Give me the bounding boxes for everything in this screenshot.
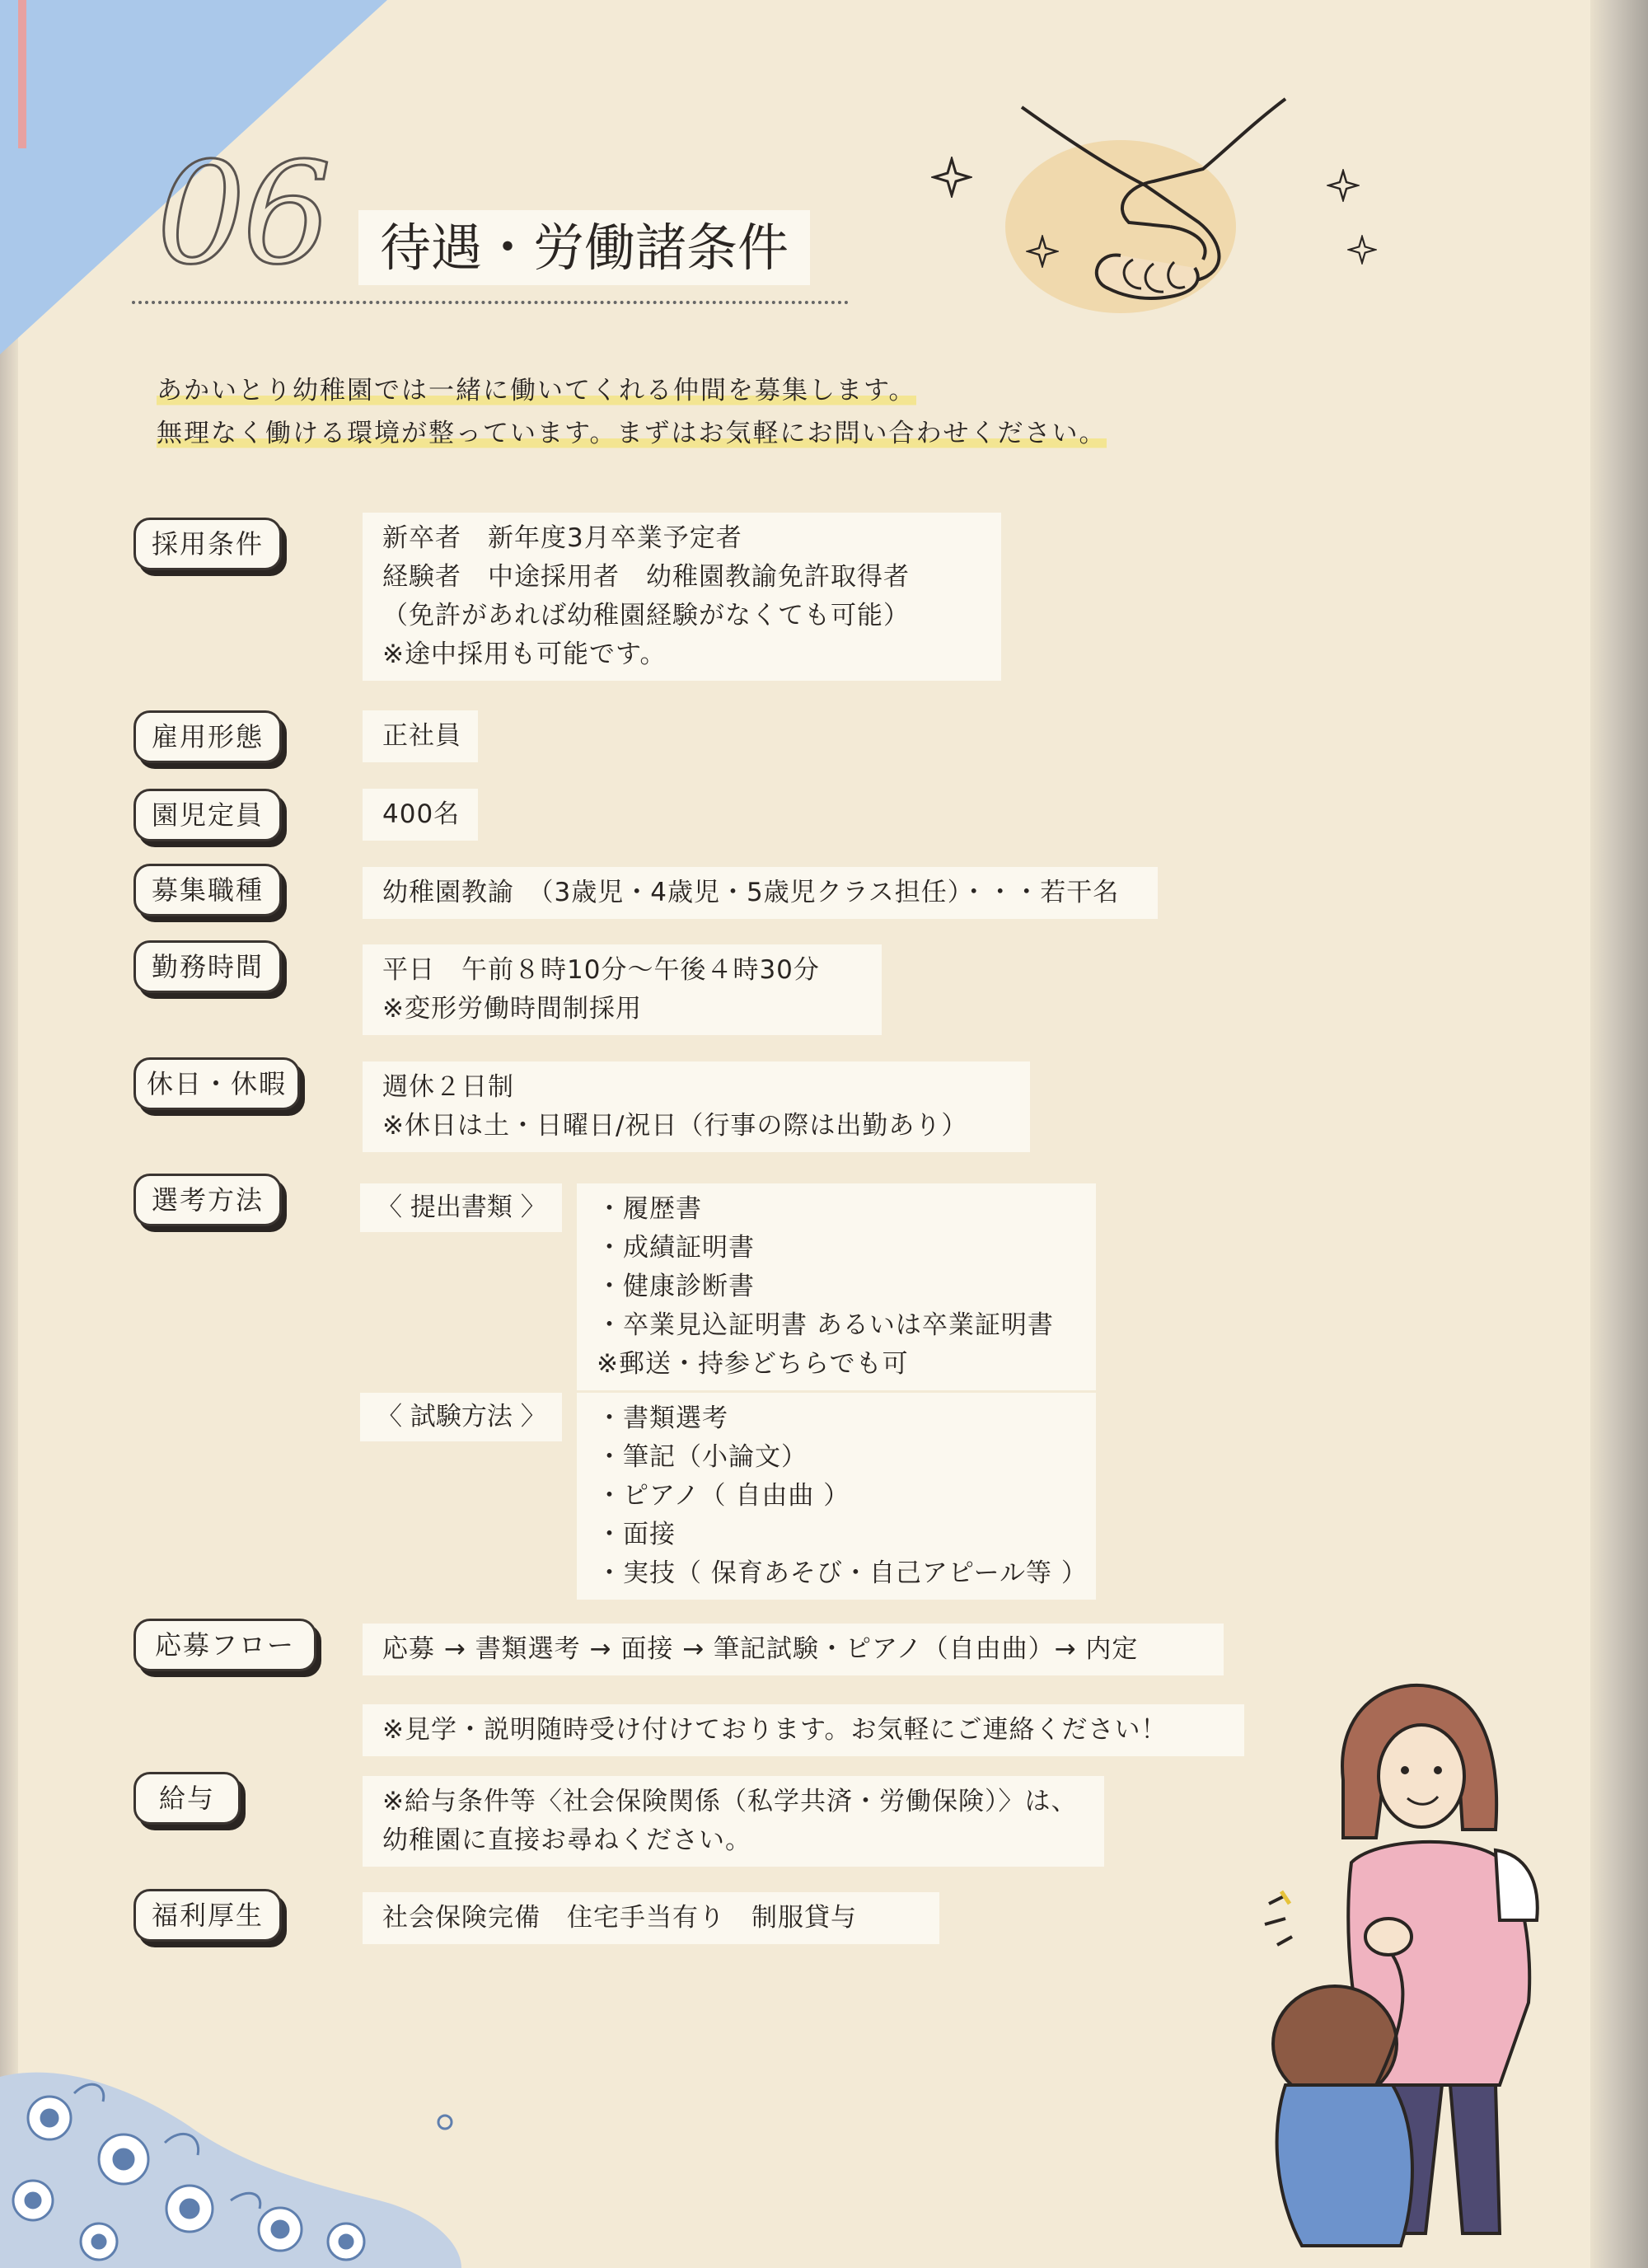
sparkle-icon (1026, 235, 1059, 268)
content-line: ※変形労働時間制採用 (382, 994, 642, 1024)
section-number: 06 (157, 133, 329, 296)
label-kyujitsu-kyuka: 休日・休暇 (133, 1057, 300, 1110)
fukuri-kosei-content (363, 1892, 939, 1944)
label-kyuyo: 給与 (133, 1772, 241, 1825)
content-line: （免許があれば幼稚園経験がなくても可能） (382, 601, 910, 630)
label-koyo-keitai: 雇用形態 (133, 710, 282, 763)
exam-list (577, 1393, 1096, 1600)
label-fukuri-kosei: 福利厚生 (133, 1889, 282, 1942)
list-item: ・健康診断書 (597, 1272, 755, 1301)
label-boshu-shokushu: 募集職種 (133, 864, 282, 916)
saiyo-joken-content (363, 513, 1001, 681)
intro-text (157, 369, 1107, 455)
content-line: 週休２日制 (382, 1072, 514, 1102)
content-line: 社会保険完備 住宅手当有り 制服貸与 (382, 1903, 857, 1933)
enji-teiin-content (363, 789, 478, 841)
content-line: 幼稚園教諭 （3歳児・4歳児・5歳児クラス担任）・・・若干名 (382, 878, 1120, 907)
label-senko-hoho: 選考方法 (133, 1174, 282, 1226)
kyujitsu-kyuka-content (363, 1061, 1030, 1152)
content-line: ※給与条件等〈社会保険関係（私学共済・労働保険）〉は、 (382, 1787, 1078, 1816)
content-line: 新卒者 新年度3月卒業予定者 (382, 523, 742, 553)
documents-heading: 〈 提出書類 〉 (360, 1183, 562, 1232)
sparkle-icon (1327, 169, 1360, 202)
teacher-and-child-illustration (1252, 1656, 1582, 2250)
content-line: 正社員 (382, 721, 461, 751)
flower-pattern (0, 2044, 461, 2268)
list-item: ・ピアノ（ 自由曲 ） (597, 1481, 850, 1511)
content-line: 経験者 中途採用者 幼稚園教諭免許取得者 (382, 562, 910, 592)
heading-divider (132, 301, 849, 304)
kyuyo-content (363, 1776, 1104, 1867)
list-item: ・成績証明書 (597, 1233, 755, 1263)
label-enji-teiin: 園児定員 (133, 789, 282, 841)
oubo-flow-content (363, 1624, 1224, 1675)
boshu-shokushu-content (363, 867, 1158, 919)
corner-stripe (18, 0, 26, 148)
flow-steps: 応募 → 書類選考 → 面接 → 筆記試験・ピアノ（自由曲）→ 内定 (382, 1634, 1139, 1664)
list-item: ※郵送・持参どちらでも可 (597, 1349, 909, 1379)
intro-line: あかいとり幼稚園では一緒に働いてくれる仲間を募集します。 (157, 369, 916, 412)
list-item: ・面接 (597, 1520, 676, 1549)
list-item: ・筆記（小論文） (597, 1442, 808, 1472)
note-line: ※見学・説明随時受け付けております。お気軽にご連絡ください！ (382, 1715, 1168, 1745)
visit-note (363, 1704, 1244, 1756)
koyo-keitai-content (363, 710, 478, 762)
section-title: 待遇・労働諸条件 (358, 210, 810, 285)
list-item: ・履歴書 (597, 1194, 702, 1224)
content-line: 平日 午前８時10分～午後４時30分 (382, 955, 820, 985)
label-kinmu-jikan: 勤務時間 (133, 940, 282, 993)
handshake-illustration (923, 91, 1384, 338)
sparkle-icon (931, 157, 972, 198)
content-line: 幼稚園に直接お尋ねください。 (382, 1825, 751, 1855)
documents-list (577, 1183, 1096, 1390)
list-item: ・卒業見込証明書 あるいは卒業証明書 (597, 1310, 1054, 1340)
intro-line: 無理なく働ける環境が整っています。まずはお気軽にお問い合わせください。 (157, 412, 1107, 455)
sparkle-icon (1347, 235, 1377, 265)
content-line: ※休日は土・日曜日/祝日（行事の際は出勤あり） (382, 1111, 968, 1141)
list-item: ・書類選考 (597, 1403, 728, 1433)
list-item: ・実技（ 保育あそび・自己アピール等 ） (597, 1558, 1088, 1588)
content-line: ※途中採用も可能です。 (382, 640, 667, 669)
label-oubo-flow: 応募フロー (133, 1619, 316, 1671)
label-saiyo-joken: 採用条件 (133, 518, 282, 570)
page-edge-right (1590, 0, 1648, 2268)
kinmu-jikan-content (363, 944, 882, 1035)
exam-heading: 〈 試験方法 〉 (360, 1393, 562, 1441)
content-line: 400名 (382, 799, 461, 829)
